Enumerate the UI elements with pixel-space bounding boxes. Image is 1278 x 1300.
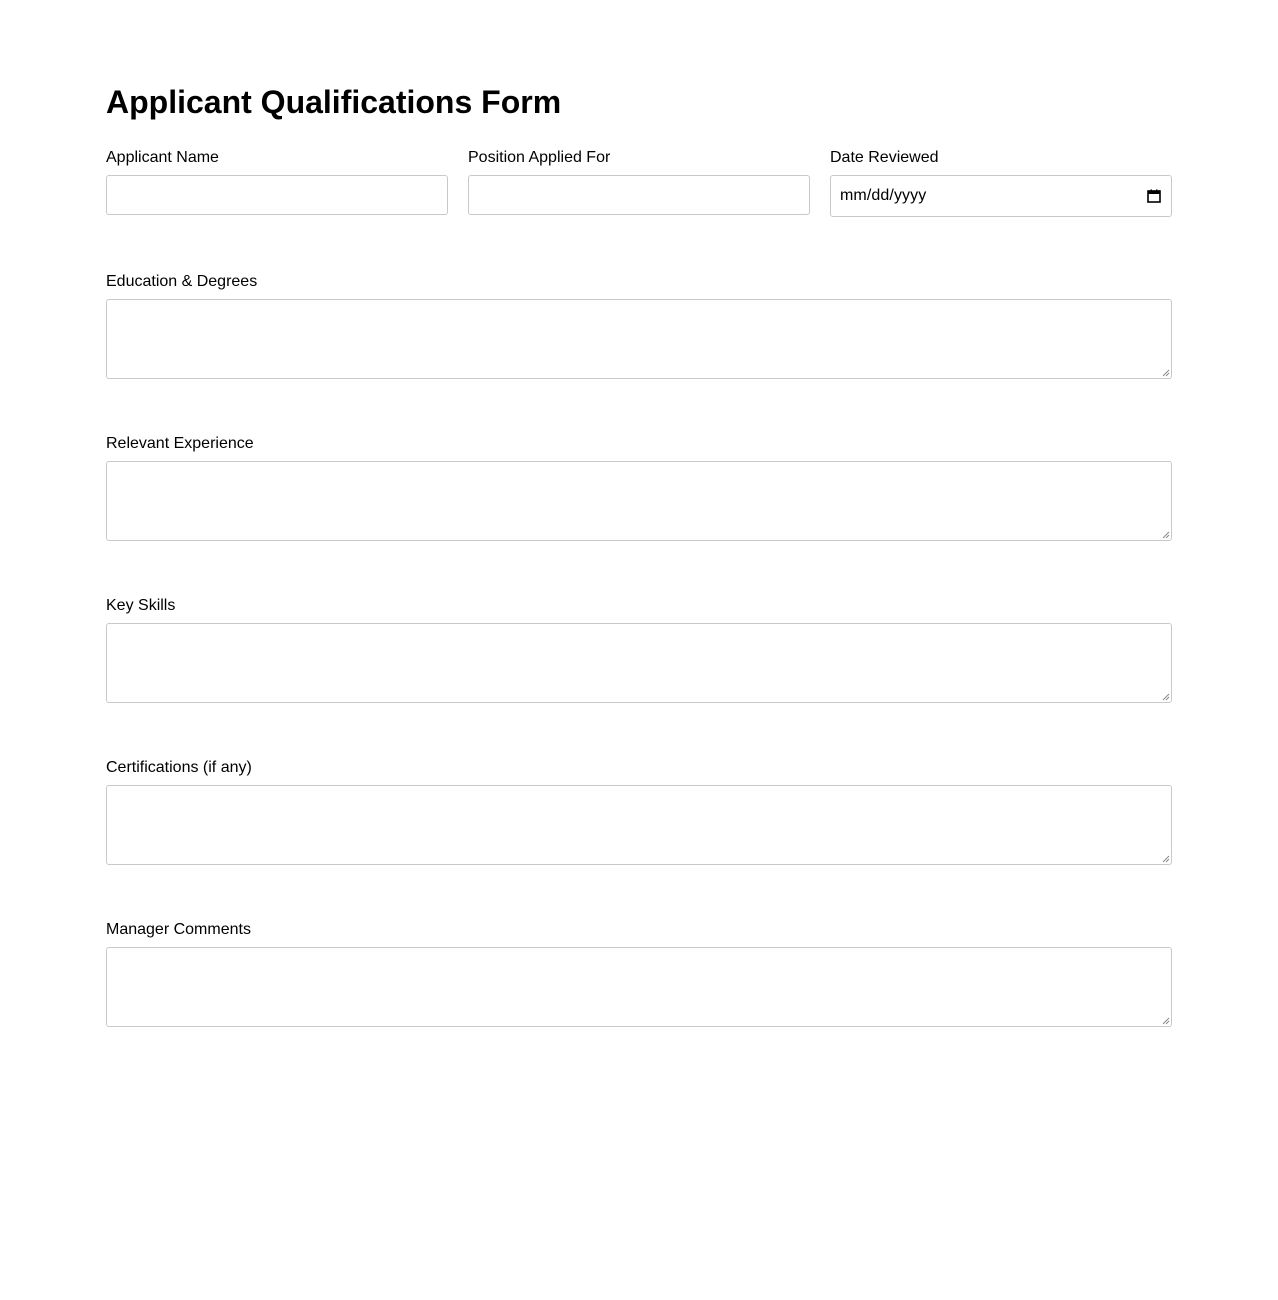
manager-comments-label: Manager Comments <box>106 921 251 938</box>
experience-label: Relevant Experience <box>106 435 254 452</box>
position-applied-label: Position Applied For <box>468 149 611 166</box>
education-group <box>106 273 1172 379</box>
applicant-name-group <box>106 149 448 217</box>
resize-grip-icon[interactable] <box>1162 1017 1170 1025</box>
skills-wrapper <box>106 623 1172 703</box>
certifications-wrapper <box>106 785 1172 865</box>
certifications-label: Certifications (if any) <box>106 759 252 776</box>
qualifications-form <box>106 80 1172 1027</box>
resize-grip-icon[interactable] <box>1162 855 1170 863</box>
manager-comments-wrapper <box>106 947 1172 1027</box>
skills-group <box>106 597 1172 703</box>
applicant-name-input[interactable] <box>106 175 448 215</box>
calendar-icon[interactable] <box>1146 188 1162 204</box>
skills-textarea[interactable] <box>106 623 1172 703</box>
manager-comments-textarea[interactable] <box>106 947 1172 1027</box>
position-applied-input[interactable] <box>468 175 810 215</box>
experience-group <box>106 435 1172 541</box>
top-fields-row <box>106 149 1172 217</box>
resize-grip-icon[interactable] <box>1162 693 1170 701</box>
education-textarea[interactable] <box>106 299 1172 379</box>
certifications-group <box>106 759 1172 865</box>
education-wrapper <box>106 299 1172 379</box>
manager-comments-group <box>106 921 1172 1027</box>
page-title: Applicant Qualifications Form <box>106 84 562 120</box>
resize-grip-icon[interactable] <box>1162 531 1170 539</box>
resize-grip-icon[interactable] <box>1162 369 1170 377</box>
applicant-name-label: Applicant Name <box>106 149 219 166</box>
experience-textarea[interactable] <box>106 461 1172 541</box>
experience-wrapper <box>106 461 1172 541</box>
certifications-textarea[interactable] <box>106 785 1172 865</box>
date-reviewed-label: Date Reviewed <box>830 149 939 166</box>
education-label: Education & Degrees <box>106 273 258 290</box>
date-placeholder[interactable]: mm/dd/yyyy <box>840 187 927 204</box>
date-reviewed-input[interactable] <box>830 175 1172 217</box>
date-reviewed-group <box>830 149 1172 217</box>
skills-label: Key Skills <box>106 597 176 614</box>
position-applied-group <box>468 149 810 217</box>
